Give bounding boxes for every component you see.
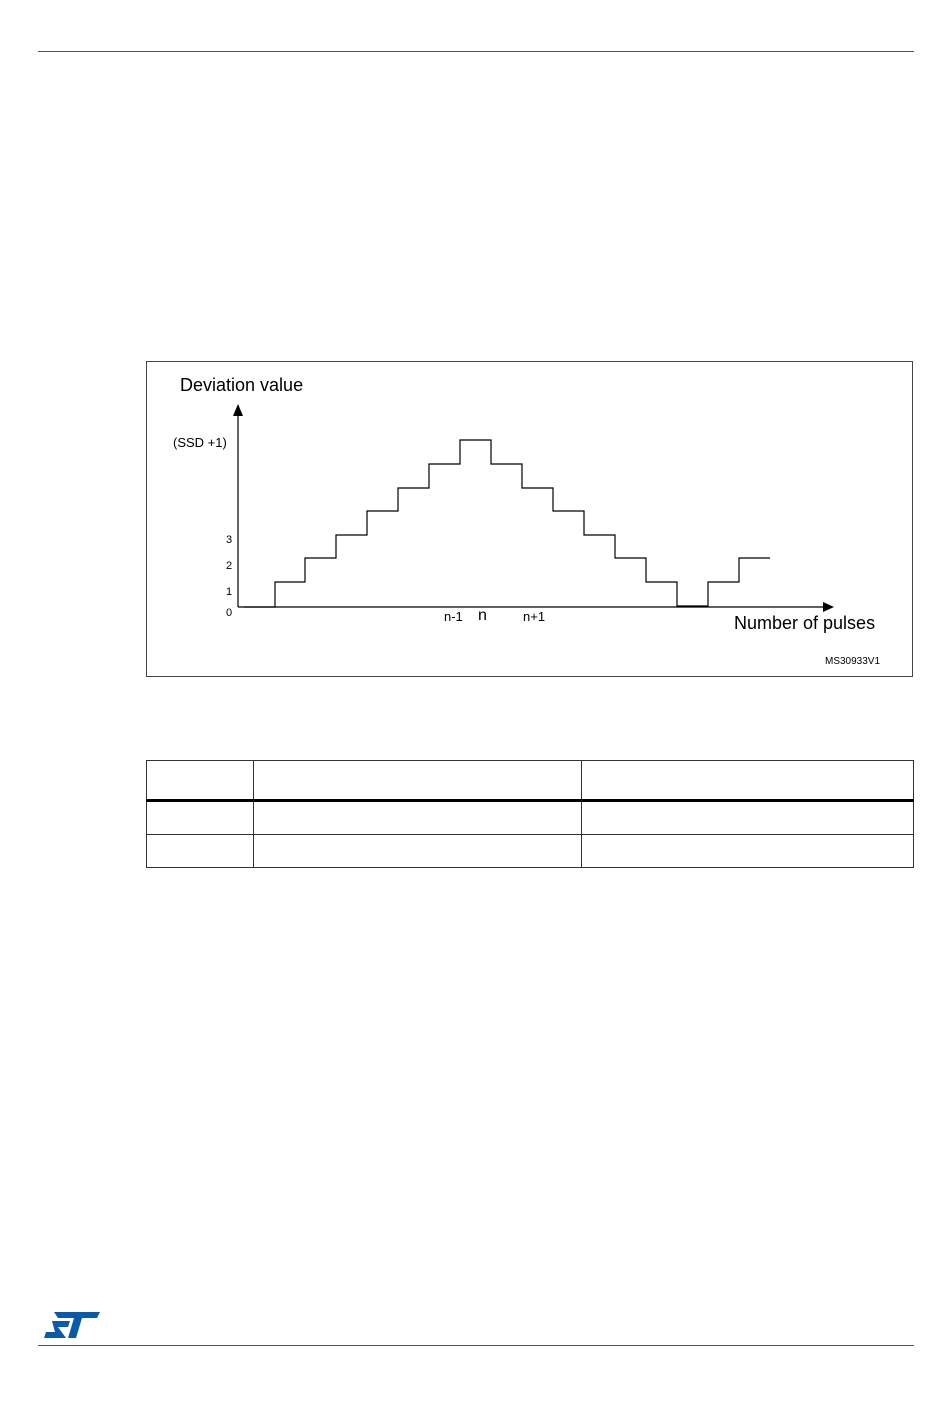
y-tick-1: 1	[226, 586, 233, 598]
x-tick-n-minus-1: n-1	[444, 609, 463, 624]
table-cell	[254, 801, 582, 835]
x-axis-title: Number of pulses	[734, 613, 876, 633]
table-row	[147, 801, 914, 835]
figure-reference: MS30933V1	[825, 656, 881, 667]
y-axis-arrow	[233, 404, 243, 416]
footer-rule	[38, 1345, 914, 1346]
deviation-figure	[146, 361, 913, 677]
x-axis-arrow	[823, 602, 834, 612]
table-cell	[582, 835, 914, 868]
table-cell	[582, 801, 914, 835]
table-header-cell	[254, 761, 582, 801]
table-cell	[147, 801, 254, 835]
y-tick-3: 3	[226, 534, 233, 546]
table-cell	[254, 835, 582, 868]
y-axis-title: Deviation value	[180, 375, 304, 395]
table-row	[147, 835, 914, 868]
y-top-label: (SSD +1)	[173, 435, 227, 450]
table-header-row	[147, 761, 914, 801]
y-tick-2: 2	[226, 560, 233, 572]
deviation-step-curve	[244, 440, 770, 607]
table-cell	[147, 835, 254, 868]
x-tick-n-plus-1: n+1	[523, 609, 546, 624]
header-rule	[38, 51, 914, 52]
y-tick-0: 0	[226, 607, 233, 619]
table-header-cell	[582, 761, 914, 801]
table-header-cell	[147, 761, 254, 801]
data-table	[146, 760, 914, 868]
x-tick-n: n	[478, 607, 487, 624]
st-logo-icon	[44, 1312, 100, 1338]
